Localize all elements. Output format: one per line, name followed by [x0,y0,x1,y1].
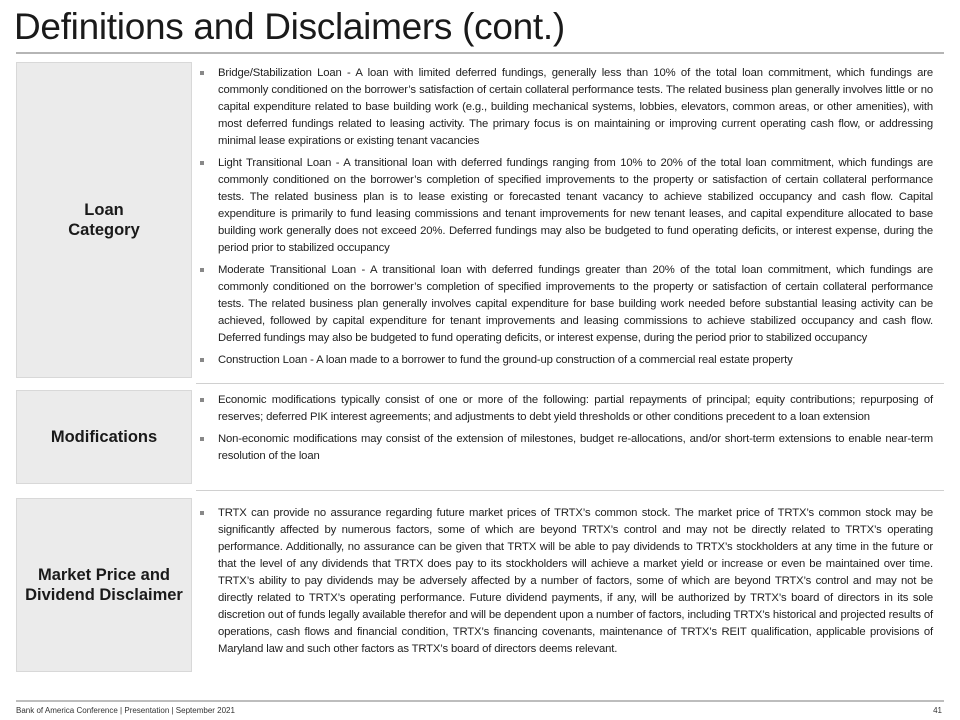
modifications-label-box [16,390,192,484]
bullet-text: TRTX can provide no assurance regarding future market prices of TRTX’s common stock. The market price of TRTX’s common stock may be significantly affected by numerous factors, some of which are beyond TRTX’s control and may not be directly related to TRTX’s operating performance. Additionally, no assurance can be given that TRTX will be able to pay dividends to TRTX’s stockholders at any time in the future or that the level of any dividends that TRTX does pay to its stockholders will achieve a market yield or increase or even be maintained over time. TRTX’s ability to pay dividends may be adversely affected by a number of factors, some of which are beyond TRTX’s control and may not be directly related to TRTX’s operating performance. Future dividend payments, if any, will be authorized by TRTX’s board of directors in its sole discretion out of funds legally available therefor and will be dependent upon a number of factors, including TRTX’s historical and projected results of operations, cash flows and financial condition, TRTX’s financing covenants, maintenance of TRTX’s REIT qualification, applicable provisions of Maryland law and such other factors as TRTX’s board of directors deems relevant. [218,507,933,655]
title-divider [16,52,944,54]
section-label: Dividend Disclaimer [25,586,183,604]
section-divider [196,383,944,384]
section-label: Modifications [50,428,158,446]
loan-category-label-box [16,62,192,378]
bullet-icon [200,437,204,441]
section-label: Loan [84,201,124,219]
list-item [200,262,933,347]
loan-category-content [200,65,933,374]
bullet-text: Non-economic modifications may consist of the extension of milestones, budget re-allocations, and/or short-term extensions to enable near-term resolution of the loan [218,433,933,462]
section-label: Category [68,221,140,239]
page-title: Definitions and Disclaimers (cont.) [14,6,565,47]
footer-divider [16,700,944,702]
bullet-icon [200,358,204,362]
bullet-text: Bridge/Stabilization Loan - A loan with limited deferred fundings, generally less than 10% of the total loan commitment, which fundings are commonly conditioned on the borrower’s satisfaction of certain collateral performance tests. The related business plan generally involves little or no capital expenditure related to base building work (e.g., building mechanical systems, lobbies, elevators, common areas, or other amenities), with most deferred fundings related to leasing activity. The primary focus is on maintaining or improving current operating cash flow, or addressing minimal lease expirations or existing tenant vacancies [218,67,933,147]
bullet-text: Construction Loan - A loan made to a borrower to fund the ground-up construction of a commercial real estate property [218,354,793,366]
bullet-icon [200,268,204,272]
market-price-label-box [16,498,192,672]
bullet-icon [200,398,204,402]
list-item [200,392,933,426]
page-number: 41 [933,706,942,715]
modifications-content [200,392,933,470]
list-item [200,352,933,369]
list-item [200,505,933,658]
bullet-text: Economic modifications typically consist of one or more of the following: partial repayments of principal; equity contributions; repurposing of reserves; deferred PIK interest agreements; and adjustments to debt yield thresholds or other conditions precedent to a loan extension [218,394,933,423]
bullet-icon [200,71,204,75]
bullet-text: Moderate Transitional Loan - A transitional loan with deferred fundings greater than 20% of the total loan commitment, which fundings are commonly conditioned on the borrower’s completion of specified improvements to the property or satisfaction of certain collateral performance tests. The related business plan generally involves capital expenditure for base building work needed before substantial leasing activity can be achieved, followed by capital expenditure for tenant improvements and leasing commissions to achieve stabilized occupancy and cash flow. Deferred fundings may also be budgeted to fund operating deficits, or interest expense, during the period prior to stabilized occupancy [218,264,933,344]
footer-text: Bank of America Conference | Presentation | September 2021 [16,706,235,715]
bullet-icon [200,161,204,165]
section-label: Market Price and [37,566,171,584]
bullet-icon [200,511,204,515]
bullet-text: Light Transitional Loan - A transitional loan with deferred fundings ranging from 10% to 20% of the total loan commitment, which fundings are commonly conditioned on the borrower’s completion of specified improvements to the property or satisfaction of certain collateral performance tests. The related business plan is to lease existing or forecasted tenant vacancy to achieve stabilized occupancy and cash flow. Capital expenditure is primarily to fund leasing commissions and tenant improvements for new tenant leases, and capital expenditure allocated to base building work generally does not exceed 20%. Deferred fundings may also be budgeted to fund operating deficits, or interest expense, during the period prior to stabilized occupancy [218,157,933,254]
section-divider [196,490,944,491]
market-price-content [200,505,933,663]
list-item [200,431,933,465]
list-item [200,155,933,257]
list-item [200,65,933,150]
